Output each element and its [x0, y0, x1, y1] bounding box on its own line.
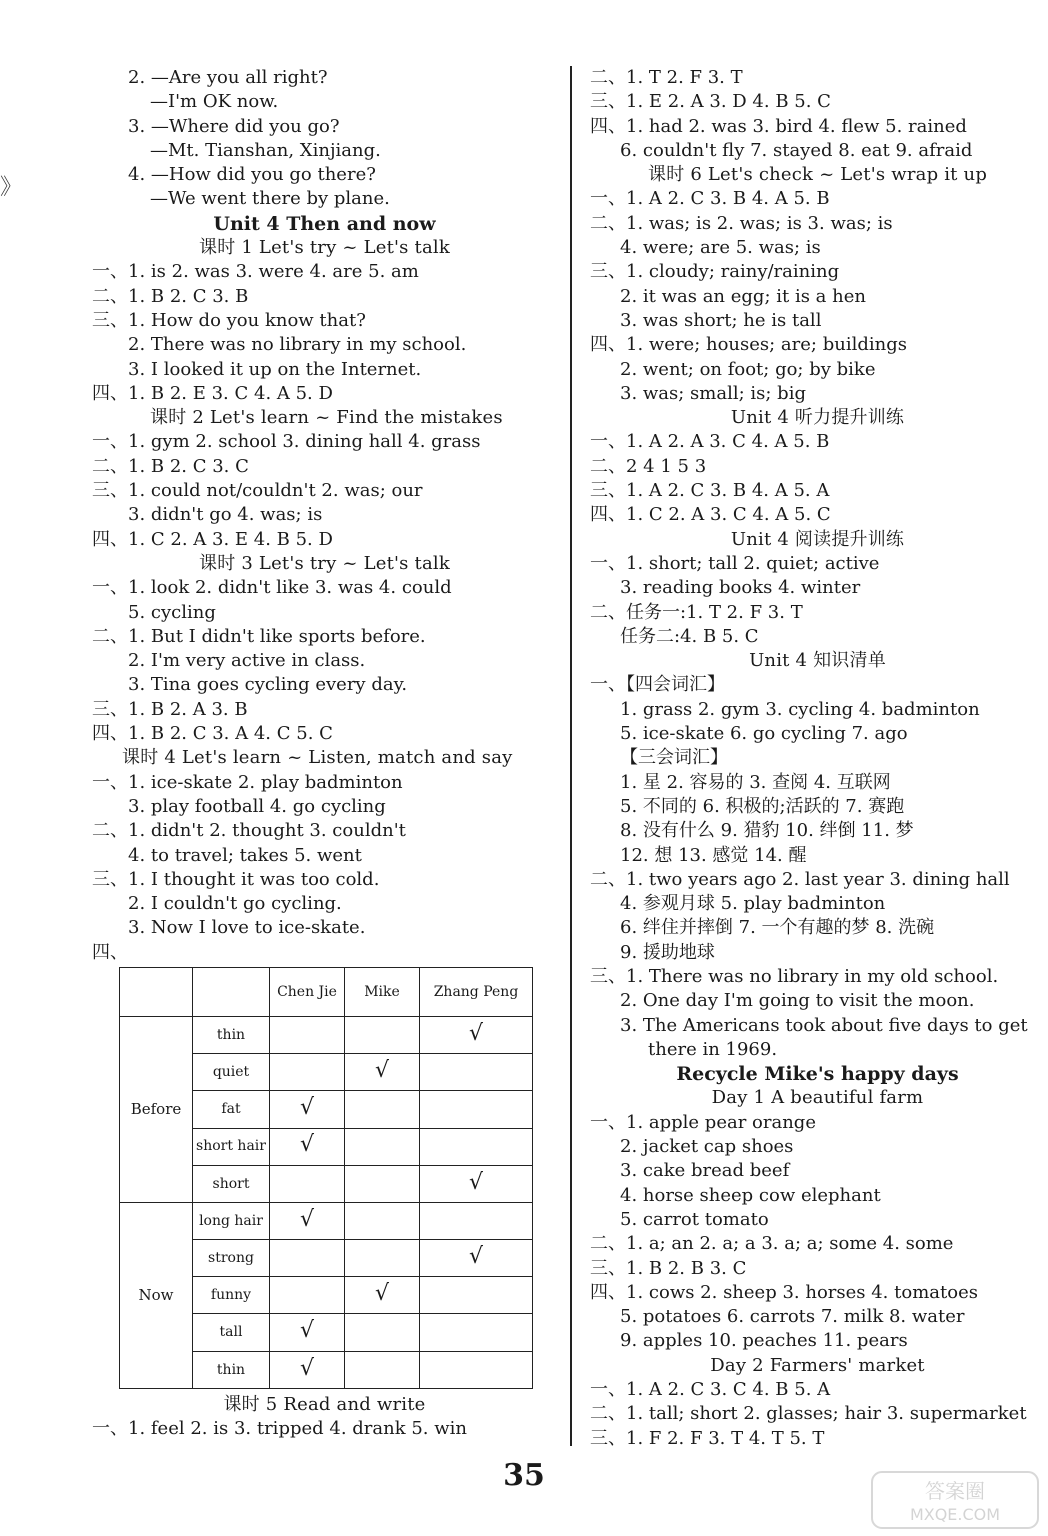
answer-line: 4. horse sheep cow elephant	[620, 1184, 881, 1206]
answer-line: 2. —Are you all right?	[128, 67, 328, 88]
check-mark: √	[299, 1206, 315, 1232]
mark-cell	[420, 1165, 533, 1202]
answer-line: 2. There was no library in my school.	[128, 334, 467, 356]
answer-line: 任务二:4. B 5. C	[620, 625, 759, 647]
answer-line: 4. were; are 5. was; is	[620, 237, 821, 259]
answer-line: 四、1. C 2. A 3. E 4. B 5. D	[92, 528, 333, 550]
mark-cell	[345, 1016, 420, 1053]
traits-table	[119, 967, 533, 1389]
mark-cell	[420, 1016, 533, 1053]
mark-cell	[270, 1351, 345, 1388]
answer-line: 课时 1 Let's try ~ Let's talk	[199, 237, 450, 259]
answer-line: 5. 不同的 6. 积极的;活跃的 7. 赛跑	[620, 795, 905, 817]
answer-line: 2. went; on foot; go; by bike	[620, 358, 876, 380]
answer-line: 一、1. apple pear orange	[590, 1111, 816, 1133]
answer-line: 5. ice-skate 6. go cycling 7. ago	[620, 723, 908, 745]
answer-line: —Mt. Tianshan, Xinjiang.	[150, 139, 381, 161]
answer-line: 12. 想 13. 感觉 14. 醒	[620, 844, 807, 866]
answer-line: 一、1. A 2. C 3. B 4. A 5. B	[590, 188, 830, 210]
answer-line: 四、1. B 2. C 3. A 4. C 5. C	[92, 723, 333, 745]
answer-line: 3. The Americans took about five days to get	[620, 1014, 1028, 1036]
svg-text:答案圈: 答案圈	[925, 1479, 985, 1503]
answer-line: 2. jacket cap shoes	[620, 1136, 794, 1158]
answer-line: 二、1. T 2. F 3. T	[590, 67, 743, 88]
answer-line: 4. 参观月球 5. play badminton	[620, 893, 886, 915]
header-cell: Zhang Peng	[420, 967, 533, 1016]
table-row	[120, 1202, 533, 1239]
answer-line: 2. it was an egg; it is a hen	[620, 285, 866, 307]
answer-line: 一、1. A 2. A 3. C 4. A 5. B	[590, 431, 830, 453]
group-label: Before	[120, 1016, 193, 1202]
mark-cell	[420, 1128, 533, 1165]
mark-cell	[420, 1277, 533, 1314]
trait-cell: tall	[193, 1314, 270, 1351]
check-mark: √	[299, 1355, 315, 1381]
answer-line: 四、1. C 2. A 3. C 4. A 5. C	[590, 504, 831, 526]
mark-cell	[345, 1091, 420, 1128]
answer-line: Day 2 Farmers' market	[710, 1354, 925, 1376]
answer-line: 3. —Where did you go?	[128, 115, 340, 137]
answer-line: 课时 5 Read and write	[223, 1393, 426, 1415]
answer-line: —I'm OK now.	[150, 91, 279, 113]
check-mark: √	[468, 1244, 484, 1270]
svg-text:MXQE.COM: MXQE.COM	[909, 1505, 1001, 1524]
right-column	[590, 66, 1045, 1451]
answer-line: 一、1. feel 2. is 3. tripped 4. drank 5. win	[92, 1418, 468, 1440]
answer-line: 1. 星 2. 容易的 3. 查阅 4. 互联网	[620, 771, 891, 793]
answer-line: 2. I'm very active in class.	[128, 650, 366, 672]
mark-cell	[345, 1165, 420, 1202]
answer-line: 三、1. There was no library in my old school.	[590, 965, 999, 987]
answer-line: 四、1. B 2. E 3. C 4. A 5. D	[92, 382, 333, 404]
mark-cell	[420, 1202, 533, 1239]
answer-line: —We went there by plane.	[150, 188, 390, 210]
answer-line: Day 1 A beautiful farm	[711, 1087, 924, 1109]
answer-line: 二、1. a; an 2. a; a 3. a; a; some 4. some	[590, 1233, 954, 1255]
answer-line: 2. I couldn't go cycling.	[128, 893, 342, 915]
mark-cell	[420, 1351, 533, 1388]
answer-line: 二、1. B 2. C 3. B	[92, 285, 249, 307]
table-row	[120, 1016, 533, 1053]
answer-line: 一、【四会词汇】	[590, 674, 725, 696]
answer-line: 3. reading books 4. winter	[620, 577, 861, 599]
answer-line: 三、1. F 2. F 3. T 4. T 5. T	[590, 1427, 825, 1449]
section-heading: Recycle Mike's happy days	[676, 1063, 959, 1086]
answer-line: 5. cycling	[128, 601, 216, 623]
left-column	[92, 66, 557, 1441]
trait-cell: thin	[193, 1016, 270, 1053]
mark-cell	[345, 1277, 420, 1314]
check-mark: √	[468, 1020, 484, 1046]
mark-cell	[345, 1314, 420, 1351]
mark-cell	[345, 1202, 420, 1239]
answer-line: 三、1. A 2. C 3. B 4. A 5. A	[590, 480, 830, 502]
check-mark: √	[374, 1281, 390, 1307]
answer-line: 二、1. But I didn't like sports before.	[92, 625, 426, 647]
answer-line: 5. potatoes 6. carrots 7. milk 8. water	[620, 1306, 965, 1328]
answer-line: 三、1. I thought it was too cold.	[92, 868, 380, 890]
answer-line: 课时 2 Let's learn ~ Find the mistakes	[150, 407, 503, 429]
section-heading: Unit 4 Then and now	[213, 212, 436, 235]
mark-cell	[270, 1054, 345, 1091]
answer-line: 2. One day I'm going to visit the moon.	[620, 990, 975, 1012]
header-cell: Chen Jie	[270, 967, 345, 1016]
mark-cell	[420, 1091, 533, 1128]
check-mark: √	[468, 1169, 484, 1195]
answer-line: 3. I looked it up on the Internet.	[128, 358, 422, 380]
answer-line: 3. was; small; is; big	[620, 382, 806, 404]
answer-line: 一、1. gym 2. school 3. dining hall 4. grass	[92, 431, 481, 453]
answer-line: 4. to travel; takes 5. went	[128, 844, 362, 866]
answer-line: 二、1. didn't 2. thought 3. couldn't	[92, 820, 406, 842]
answer-line: 3. Tina goes cycling every day.	[128, 674, 408, 696]
trait-cell: short	[193, 1165, 270, 1202]
answer-line: 三、1. could not/couldn't 2. was; our	[92, 480, 423, 502]
mark-cell	[270, 1314, 345, 1351]
check-mark: √	[299, 1132, 315, 1158]
answer-line: 3. cake bread beef	[620, 1160, 790, 1182]
answer-line: 三、1. B 2. A 3. B	[92, 698, 248, 720]
header-cell: Mike	[345, 967, 420, 1016]
mark-cell	[345, 1351, 420, 1388]
answer-line: 1. grass 2. gym 3. cycling 4. badminton	[620, 698, 980, 720]
answer-line: Unit 4 听力提升训练	[730, 407, 905, 429]
answer-line: 三、1. B 2. B 3. C	[590, 1257, 747, 1279]
trait-cell: quiet	[193, 1054, 270, 1091]
mark-cell	[270, 1277, 345, 1314]
answer-line: 一、1. A 2. C 3. C 4. B 5. A	[590, 1379, 831, 1401]
answer-line: 3. Now I love to ice-skate.	[128, 917, 366, 939]
mark-cell	[420, 1240, 533, 1277]
trait-cell: long hair	[193, 1202, 270, 1239]
answer-line: 9. apples 10. peaches 11. pears	[620, 1330, 908, 1352]
answer-line: 【三会词汇】	[620, 747, 728, 769]
table-header-row	[120, 967, 533, 1016]
answer-line: 课时 4 Let's learn ~ Listen, match and say	[122, 747, 513, 769]
answer-line: 4. —How did you go there?	[128, 164, 376, 186]
header-cell	[193, 967, 270, 1016]
column-divider	[570, 66, 572, 1446]
mark-cell	[270, 1091, 345, 1128]
answer-line: 一、1. short; tall 2. quiet; active	[590, 552, 880, 574]
mark-cell	[420, 1054, 533, 1091]
mark-cell	[270, 1165, 345, 1202]
answer-line: Unit 4 知识清单	[749, 650, 886, 672]
check-mark: √	[299, 1095, 315, 1121]
mark-cell	[345, 1128, 420, 1165]
answer-line: 二、1. was; is 2. was; is 3. was; is	[590, 212, 893, 234]
answer-line: 课时 3 Let's try ~ Let's talk	[199, 552, 450, 574]
answer-line: 二、1. B 2. C 3. C	[92, 455, 249, 477]
answer-line: 四、1. had 2. was 3. bird 4. flew 5. rained	[590, 115, 967, 137]
mark-cell	[270, 1128, 345, 1165]
answer-line: 9. 援助地球	[620, 941, 715, 963]
answer-line: 四、1. were; houses; are; buildings	[590, 334, 907, 356]
mark-cell	[270, 1240, 345, 1277]
answer-line: 四、	[92, 941, 128, 963]
answer-line: Unit 4 阅读提升训练	[730, 528, 905, 550]
answer-line: 一、1. is 2. was 3. were 4. are 5. am	[92, 261, 419, 283]
watermark-logo	[870, 1470, 1040, 1530]
answer-line: 3. didn't go 4. was; is	[128, 504, 323, 526]
answer-line: 6. 绊住并摔倒 7. 一个有趣的梦 8. 洗碗	[620, 917, 935, 939]
answer-line: 5. carrot tomato	[620, 1208, 769, 1230]
header-cell	[120, 967, 193, 1016]
answer-line: 3. play football 4. go cycling	[128, 795, 386, 817]
mark-cell	[270, 1016, 345, 1053]
answer-line: 8. 没有什么 9. 猎豹 10. 绊倒 11. 梦	[620, 820, 914, 842]
answer-line: 三、1. E 2. A 3. D 4. B 5. C	[590, 91, 831, 113]
answer-line: 一、1. ice-skate 2. play badminton	[92, 771, 403, 793]
trait-cell: funny	[193, 1277, 270, 1314]
mark-cell	[345, 1054, 420, 1091]
mark-cell	[270, 1202, 345, 1239]
answer-line: 三、1. How do you know that?	[92, 309, 366, 331]
answer-line: 二、任务一:1. T 2. F 3. T	[590, 601, 803, 623]
mark-cell	[420, 1314, 533, 1351]
answer-line: 四、1. cows 2. sheep 3. horses 4. tomatoes	[590, 1281, 978, 1303]
trait-cell: strong	[193, 1240, 270, 1277]
mark-cell	[345, 1240, 420, 1277]
check-mark: √	[374, 1058, 390, 1084]
check-mark: √	[299, 1318, 315, 1344]
trait-cell: thin	[193, 1351, 270, 1388]
margin-mark: 》	[0, 175, 23, 200]
answer-line: 二、1. two years ago 2. last year 3. dining hall	[590, 868, 1010, 890]
answer-line: 三、1. cloudy; rainy/raining	[590, 261, 840, 283]
trait-cell: short hair	[193, 1128, 270, 1165]
page-number: 35	[503, 1458, 545, 1493]
answer-line: 6. couldn't fly 7. stayed 8. eat 9. afraid	[620, 139, 973, 161]
trait-cell: fat	[193, 1091, 270, 1128]
answer-line: 二、1. tall; short 2. glasses; hair 3. supermarket	[590, 1403, 1027, 1425]
group-label: Now	[120, 1202, 193, 1388]
answer-line: there in 1969.	[648, 1038, 778, 1060]
answer-line: 一、1. look 2. didn't like 3. was 4. could	[92, 577, 452, 599]
answer-line: 课时 6 Let's check ~ Let's wrap it up	[648, 164, 988, 186]
answer-line: 二、2 4 1 5 3	[590, 455, 707, 477]
answer-line: 3. was short; he is tall	[620, 309, 822, 331]
